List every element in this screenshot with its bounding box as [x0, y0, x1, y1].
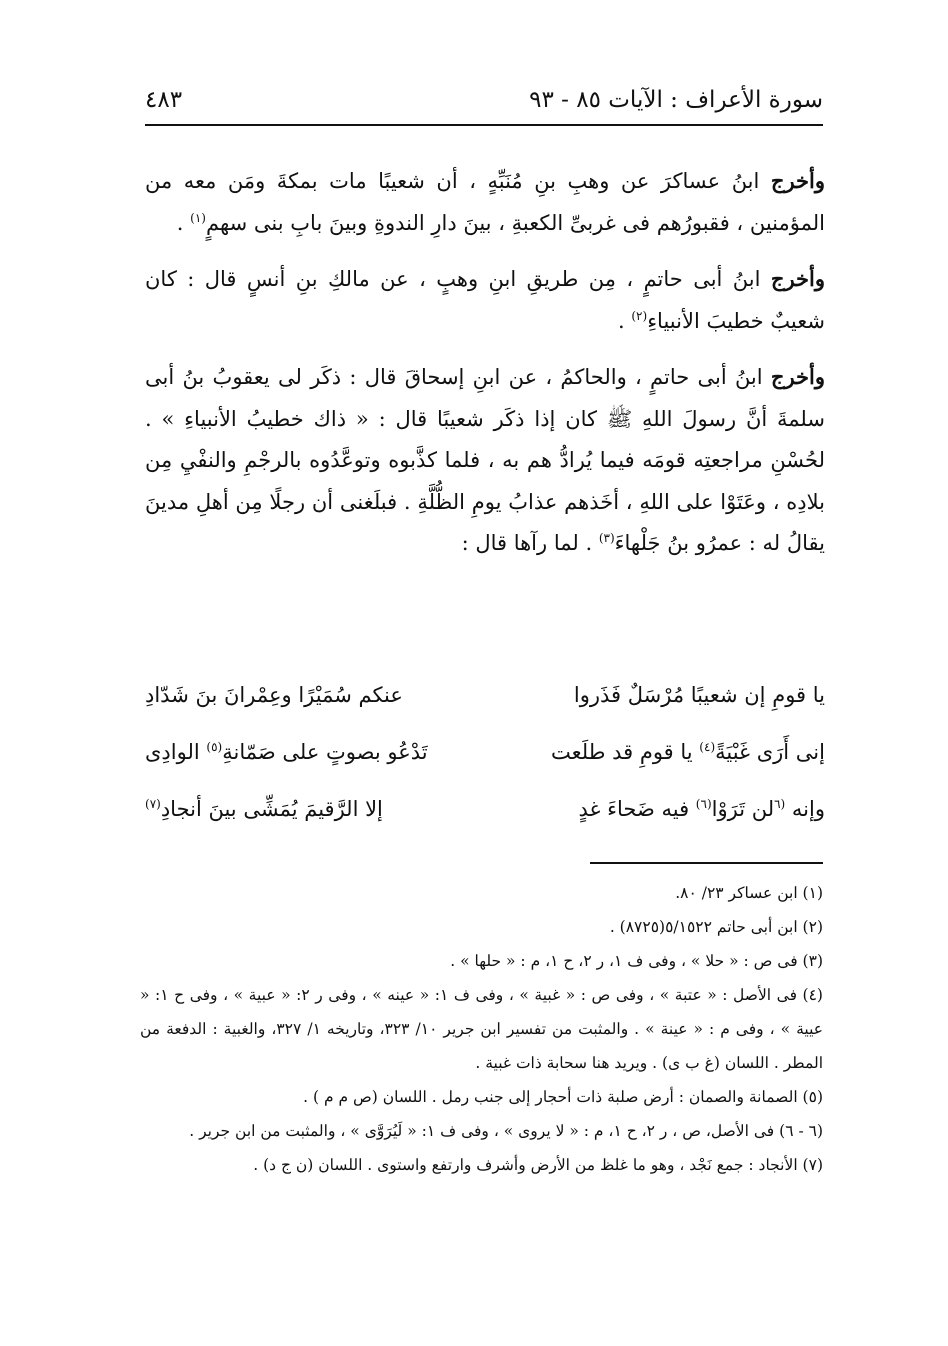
- footnote-4: (٤) فى الأصل : « عتبة » ، وفى ص : « غبية » ، وفى ف ١: « عينه » ، وفى ر ٢: « عبية » ، وفى ح ١: « عيية » ، وفى م : « عينة » . والمثبت من تفسير ابن جرير ١٠/ ٣٢٣، وتاريخه ١/ ٣٢٧، والغبية : الدفعة من المطر . اللسان (غ ب ى) . ويريد هنا سحابة ذات غبية .: [140, 986, 824, 1072]
- verse-second-hemistich: عنكم سُمَيْرًا وعِمْرانَ بنَ شَدّادِ: [145, 682, 403, 707]
- footnote-6: (٦ - ٦) فى الأصل، ص ، ر ٢، ح ١، م : « لا يروى » ، وفى ف ١: « لَيُرَوَّى » ، والمثبت من ابن جرير .: [189, 1122, 823, 1140]
- verse-first-hemistich: [505, 740, 825, 764]
- verse-second-hemistich: [145, 797, 465, 821]
- page-header: [145, 80, 823, 120]
- running-title: سورة الأعراف : الآيات ٨٥ - ٩٣: [529, 87, 823, 113]
- footnote-ref: (٧): [145, 796, 161, 811]
- paragraph-text: ابنُ أبى حاتمٍ ، والحاكمُ ، عن ابنِ إسحاقَ قال : ذكَر لى يعقوبُ بنُ أبى سلمةَ أنَّ رسولَ اللهِ ﷺ كان إذا ذكَر شعيبًا قال : « ذاك خطيبُ الأنبياءِ » . لحُسْنِ مراجعتِه قومَه فيما يُرادُّ هم به ، فلما كذَّبوه وتوعَّدُوه بالرجْمِ والنفْيِ مِن بلادِه ، وعَتَوْا على اللهِ ، أخَذهم عذابُ يومِ الظُّلَّةِ . فبلَغنى أن رجلًا مِن أهلِ مدينَ يقالُ له : عمرُو بنُ جَلْهاءَ: [145, 365, 825, 555]
- footnote-ref: (٤): [699, 739, 716, 754]
- poem: [145, 666, 825, 837]
- paragraph-lead: وأخرج: [770, 168, 825, 193]
- verse-text: فيه ضَحاءَ غدٍ: [578, 796, 696, 821]
- paragraph-1: [145, 160, 825, 244]
- paragraph-lead: وأخرج: [770, 266, 825, 291]
- verse-first-hemistich: يا قومِ إن شعيبًا مُرْسَلٌ فَذَروا: [573, 682, 825, 707]
- verse-second-hemistich: [145, 740, 465, 764]
- footnote-ref: (٦): [695, 796, 712, 811]
- footnote-ref: (٥): [206, 739, 223, 754]
- verse-text: تَدْعُو بصوتٍ على صَمّانةِ: [222, 739, 428, 764]
- footnote-ref: (٢): [631, 308, 648, 323]
- verse-text: إلا الرَّقيمَ يُمَشِّى بينَ أنجادِ: [160, 796, 383, 821]
- verse-text: يا قومِ قد طلَعت: [550, 739, 700, 764]
- header-rule: [145, 124, 823, 126]
- footnote-1: (١) ابن عساكر ٢٣/ ٨٠.: [675, 884, 823, 902]
- main-text: [145, 160, 825, 579]
- verse-first-hemistich: [505, 797, 825, 821]
- paragraph-lead: وأخرج: [770, 364, 825, 389]
- footnote-ref: (١): [190, 210, 206, 225]
- paragraph-text: ابنُ أبى حاتمٍ ، مِن طريقِ ابنِ وهبٍ ، عن مالكِ بنِ أنسٍ قال : كان شعيبٌ خطيبَ الأنبياءِ: [145, 267, 825, 333]
- paragraph-3: [145, 356, 825, 565]
- poem-verse-2: [145, 723, 825, 780]
- footnote-ref: (٦: [774, 796, 786, 811]
- verse-text: إنى أَرَى غَبْيَةً: [715, 739, 825, 764]
- poem-verse-1: [145, 666, 825, 723]
- paragraph-end: .: [176, 210, 191, 235]
- paragraph-end: .: [618, 308, 632, 333]
- paragraph-2: [145, 258, 825, 342]
- footnote-7: (٧) الأنجاد : جمع نَجْد ، وهو ما غلظ من الأرض وأشرف وارتفع واستوى . اللسان (ن ج د) .: [253, 1156, 823, 1174]
- footnote-2: (٢) ابن أبى حاتم ٥/١٥٢٢(٨٧٢٥) .: [609, 918, 823, 936]
- footnote-rule: [590, 862, 823, 864]
- verse-text: لن تَرَوْا: [711, 796, 775, 821]
- footnote-5: (٥) الصمانة والصمان : أرض صلبة ذات أحجار إلى جنب رمل . اللسان (ص م م ) .: [303, 1088, 823, 1106]
- footnote-ref: (٣): [598, 531, 615, 545]
- page-number: ٤٨٣: [145, 87, 183, 113]
- footnote-3: (٣) فى ص : « حلا » ، وفى ف ١، ر ٢، ح ١، م : « حلها » .: [450, 952, 823, 970]
- paragraph-end: . لما رآها قال :: [461, 531, 599, 555]
- paragraph-text: ابنُ عساكرَ عن وهبِ بنِ مُنَبِّهٍ ، أن شعيبًا مات بمكةَ ومَن معه من المؤمنين ، فقبورُهم فى غربىِّ الكعبةِ ، بينَ دارِ الندوةِ وبينَ بابِ بنى سهمٍ: [145, 169, 825, 235]
- poem-verse-3: [145, 780, 825, 837]
- footnotes: [140, 876, 823, 1182]
- verse-text: الوادِى: [145, 739, 207, 764]
- verse-text: وإنه: [785, 796, 825, 821]
